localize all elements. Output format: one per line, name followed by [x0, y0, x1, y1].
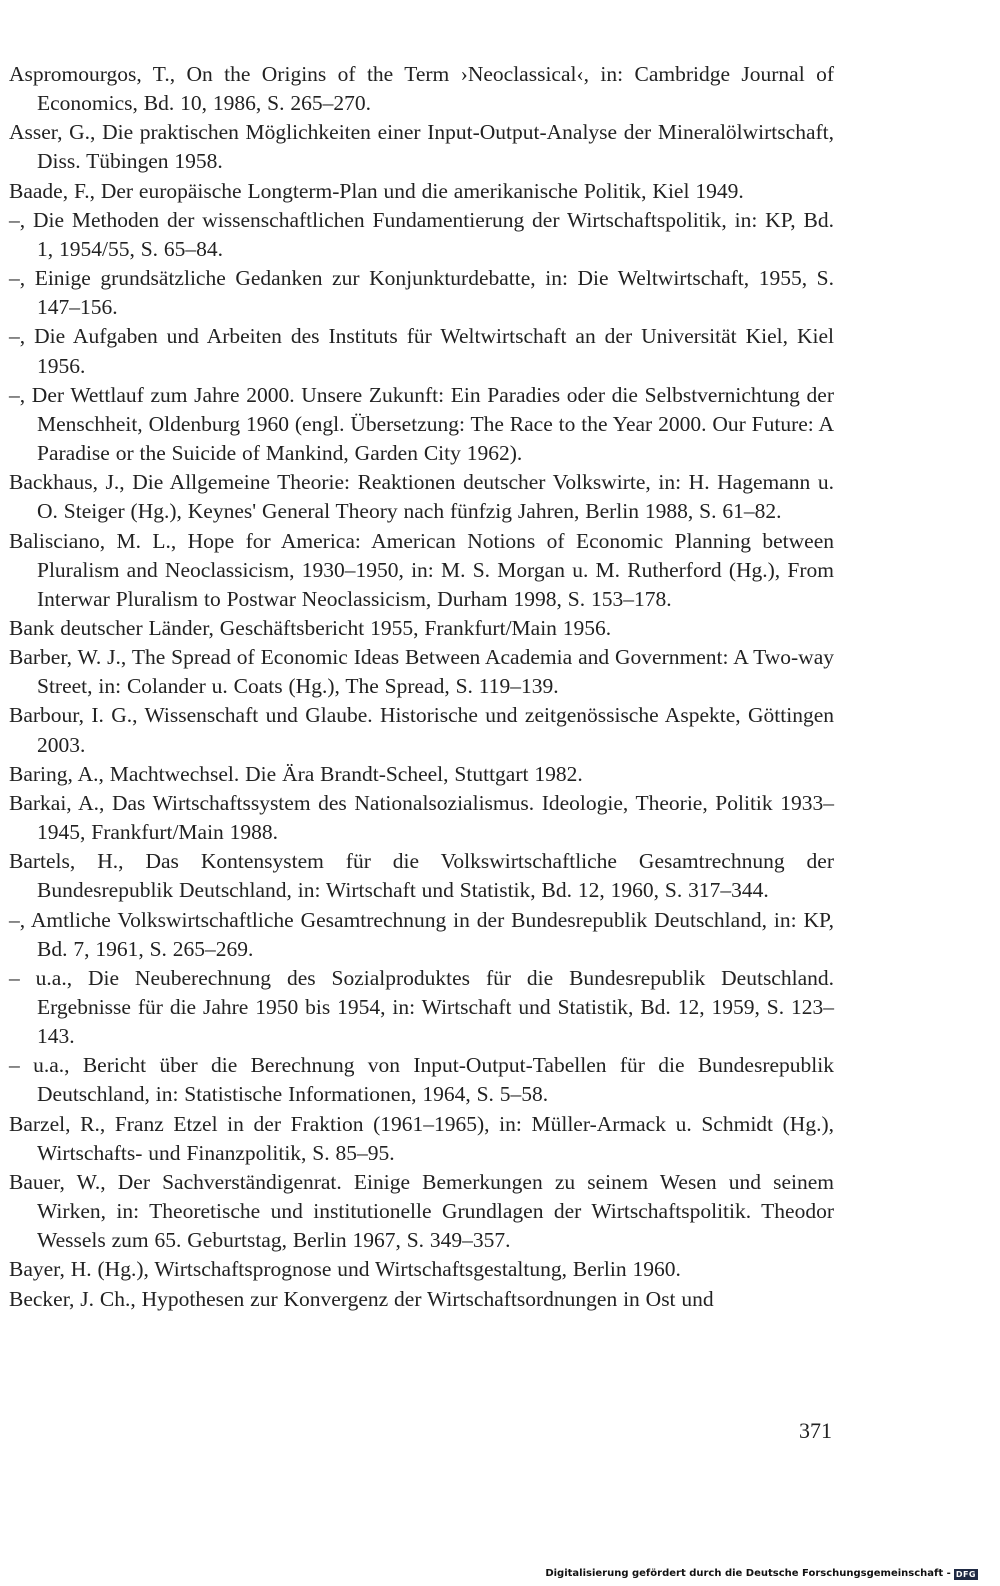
bibliography-entry: Baring, A., Machtwechsel. Die Ära Brandt-Scheel, Stuttgart 1982.: [9, 761, 583, 786]
bibliography-entry: Becker, J. Ch., Hypothesen zur Konvergenz der Wirtschaftsordnungen in Ost und: [9, 1286, 714, 1311]
bibliography-entry: Barber, W. J., The Spread of Economic Ideas Between Academia and Government: A Two-way Street, in: Colander u. Coats (Hg.), The Spread, S. 119–139.: [9, 645, 834, 699]
dfg-logo: DFG: [955, 1569, 976, 1579]
bibliography-entry: –, Amtliche Volkswirtschaftliche Gesamtrechnung in der Bundesrepublik Deutschland, in: KP, Bd. 7, 1961, S. 265–269.: [9, 907, 834, 961]
bibliography-entry: Bartels, H., Das Kontensystem für die Volkswirtschaftliche Gesamtrechnung der Bundesrepublik Deutschland, in: Wirtschaft und Statistik, Bd. 12, 1960, S. 317–344.: [9, 849, 834, 903]
bibliography-entry: Bauer, W., Der Sachverständigenrat. Einige Bemerkungen zu seinem Wesen und seinem Wirken, in: Theoretische und institutionelle Grundlagen der Wirtschaftspolitik. Theodor Wessels zum 65. Geburtstag, Berlin 1967, S. 349–357.: [9, 1169, 834, 1253]
footer-text: Digitalisierung gefördert durch die Deutsche Forschungsgemeinschaft -: [545, 1568, 951, 1579]
bibliography-entry: Bank deutscher Länder, Geschäftsbericht 1955, Frankfurt/Main 1956.: [9, 615, 612, 640]
page-number: 371: [799, 1418, 832, 1443]
bibliography-list: [9, 60, 834, 1314]
bibliography-entry: Barkai, A., Das Wirtschaftssystem des Nationalsozialismus. Ideologie, Theorie, Politik 1933–1945, Frankfurt/Main 1988.: [9, 790, 834, 845]
bibliography-entry: Barzel, R., Franz Etzel in der Fraktion (1961–1965), in: Müller-Armack u. Schmidt (Hg.), Wirtschafts- und Finanzpolitik, S. 85–95.: [9, 1111, 834, 1165]
bibliography-entry: –, Die Aufgaben und Arbeiten des Instituts für Weltwirtschaft an der Universität Kiel, Kiel 1956.: [9, 324, 834, 378]
bibliography-entry: Backhaus, J., Die Allgemeine Theorie: Reaktionen deutscher Volkswirte, in: H. Hagemann u. O. Steiger (Hg.), Keynes' General Theory nach fünfzig Jahren, Berlin 1988, S. 61–82.: [9, 470, 834, 524]
digitization-footer: [545, 1567, 978, 1581]
bibliography-entry: – u.a., Bericht über die Berechnung von Input-Output-Tabellen für die Bundesrepublik Deutschland, in: Statistische Informationen, 1964, S. 5–58.: [9, 1053, 834, 1107]
bibliography-entry: –, Einige grundsätzliche Gedanken zur Konjunkturdebatte, in: Die Weltwirtschaft, 1955, S. 147–156.: [9, 266, 834, 320]
bibliography-entry: –, Der Wettlauf zum Jahre 2000. Unsere Zukunft: Ein Paradies oder die Selbstvernichtung der Menschheit, Oldenburg 1960 (engl. Übersetzung: The Race to the Year 2000. Our Future: A Paradise or the Suicide of Mankind, Garden City 1962).: [9, 382, 834, 466]
bibliography-entry: – u.a., Die Neuberechnung des Sozialproduktes für die Bundesrepublik Deutschland. Ergebnisse für die Jahre 1950 bis 1954, in: Wirtschaft und Statistik, Bd. 12, 1959, S. 123–143.: [9, 965, 834, 1049]
bibliography-entry: Asser, G., Die praktischen Möglichkeiten einer Input-Output-Analyse der Mineralölwirtschaft, Diss. Tübingen 1958.: [9, 120, 834, 174]
bibliography-entry: Bayer, H. (Hg.), Wirtschaftsprognose und Wirtschaftsgestaltung, Berlin 1960.: [9, 1257, 681, 1282]
bibliography-entry: Baade, F., Der europäische Longterm-Plan und die amerikanische Politik, Kiel 1949.: [9, 178, 744, 203]
bibliography-entry: Barbour, I. G., Wissenschaft und Glaube. Historische und zeitgenössische Aspekte, Göttingen 2003.: [9, 703, 834, 757]
bibliography-entry: –, Die Methoden der wissenschaftlichen Fundamentierung der Wirtschaftspolitik, in: KP, Bd. 1, 1954/55, S. 65–84.: [9, 207, 834, 261]
bibliography-entry: Aspromourgos, T., On the Origins of the Term ›Neoclassical‹, in: Cambridge Journal of Economics, Bd. 10, 1986, S. 265–270.: [9, 62, 834, 116]
bibliography-entry: Balisciano, M. L., Hope for America: American Notions of Economic Planning between Pluralism and Neoclassicism, 1930–1950, in: M. S. Morgan u. M. Rutherford (Hg.), From Interwar Pluralism to Postwar Neoclassicism, Durham 1998, S. 153–178.: [9, 528, 834, 611]
